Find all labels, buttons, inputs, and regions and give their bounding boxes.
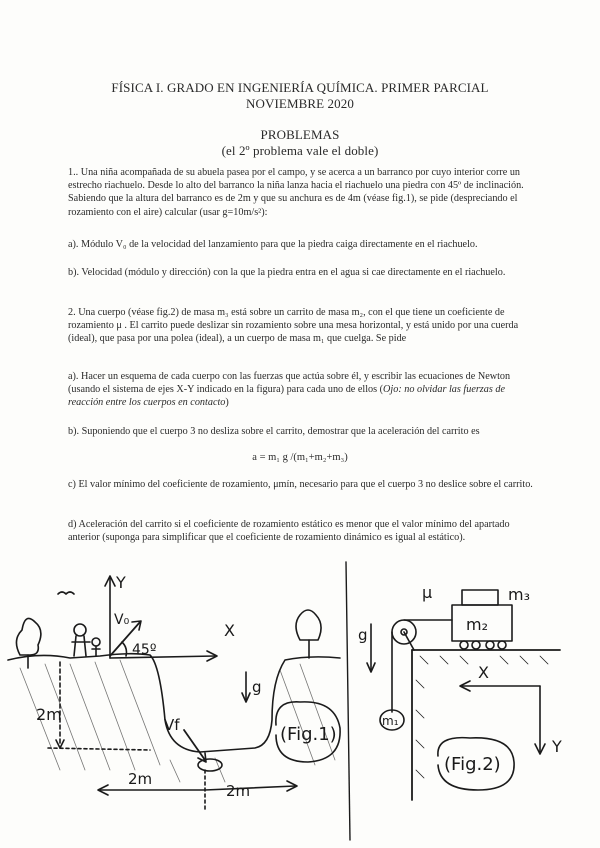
problem2-part-a-text: a). Hacer un esquema de cada cuerpo con las fuerzas que actúa sobre él, y escribir las ecuaciones de Newton (usando el sistema de ejes X-Y indicado en la figura) para cada uno de ellos ( bbox=[68, 371, 511, 396]
fig2-y-label: Y bbox=[552, 737, 562, 756]
problem2-part-a-close: ) bbox=[225, 397, 229, 409]
tree-right bbox=[296, 610, 321, 640]
problem2-part-b: b). Suponiendo que el cuerpo 3 no desliza sobre el carrito, demostrar que la aceleración del carrito es bbox=[68, 426, 480, 437]
exam-date: NOVIEMBRE 2020 bbox=[246, 96, 354, 111]
fig1-x-label: X bbox=[224, 621, 235, 640]
problem1-part-b: b). Velocidad (módulo y dirección) con la que la piedra entra en el agua si cae directamente en el riachuelo. bbox=[68, 267, 506, 278]
fig2-gravity-label: g bbox=[358, 626, 368, 644]
fig2-x-label: X bbox=[478, 663, 489, 682]
problem1-part-a: a). Módulo V₀ de la velocidad del lanzamiento para que la piedra caiga directamente en el riachuelo. bbox=[68, 239, 478, 250]
grandmother-figure bbox=[74, 624, 86, 636]
fig2-caption: (Fig.2) bbox=[444, 754, 501, 775]
fig1-y-label: Y bbox=[116, 573, 126, 592]
final-velocity-label: Vf bbox=[164, 716, 180, 734]
height-label: 2m bbox=[36, 705, 62, 724]
figures-area bbox=[0, 560, 600, 848]
bird bbox=[58, 592, 74, 594]
friction-coefficient-label: μ bbox=[422, 583, 433, 602]
section-title: PROBLEMAS bbox=[260, 127, 340, 142]
width-left-label: 2m bbox=[128, 770, 153, 788]
course-title: FÍSICA I. GRADO EN INGENIERÍA QUÍMICA. PRIMER PARCIAL bbox=[111, 80, 489, 95]
m1-label: m₁ bbox=[382, 714, 399, 728]
m3-label: m₃ bbox=[508, 585, 530, 604]
problem2-part-d: d) Aceleración del carrito si el coeficiente de rozamiento estático es menor que el valor mínimo del apartado anterior (suponga para simplificar que el coeficiente de rozamiento dinámico es igual al estático). bbox=[68, 519, 510, 544]
tree-left bbox=[16, 618, 40, 655]
section-note: (el 2º problema vale el doble) bbox=[221, 143, 379, 158]
final-velocity-vector bbox=[184, 730, 205, 760]
m2-label: m₂ bbox=[466, 615, 488, 634]
fig1-caption: (Fig.1) bbox=[280, 724, 337, 745]
width-right-label: 2m bbox=[226, 782, 251, 800]
problem2-part-c: c) El valor mínimo del coeficiente de rozamiento, μmín, necesario para que el cuerpo 3 no deslice sobre el carrito. bbox=[68, 479, 533, 490]
launch-angle-label: 45º bbox=[132, 642, 157, 658]
problem1-statement: 1.. Una niña acompañada de su abuela pasea por el campo, y se acerca a un barranco por cuyo interior corre un estrecho riachuelo. Desde lo alto del barranco la niña lanza hacia el riachuelo una piedra con 45º de inclinación. Sabiendo que la altura del barranco es de 2m y que su anchura es de 4m (véase fig.1), se pide (despreciando el rozamiento con el aire) calcular (usar g=10m/s²): bbox=[68, 167, 524, 218]
cart-wheel bbox=[460, 641, 468, 649]
problem2-statement: 2. Una cuerpo (véase fig.2) de masa m₃ está sobre un carrito de masa m₂, con el que tiene un coeficiente de rozamiento μ . El carrito puede deslizar sin rozamiento sobre una mesa horizontal, y está unido por una cuerda (ideal), que pasa por una polea (ideal), a un cuerpo de masa m₁ que cuelga. Se pide bbox=[68, 307, 519, 345]
block-m3 bbox=[462, 590, 498, 605]
fig1-drawing bbox=[8, 576, 340, 810]
fig1-gravity-label: g bbox=[252, 678, 262, 696]
problem2-part-a-note: Ojo: no olvidar las fuerzas de reacción entre los cuerpos en contacto bbox=[68, 384, 505, 409]
acceleration-formula: a = m₁ g /(m₁+m₂+m₃) bbox=[252, 452, 348, 463]
problem2-part-a bbox=[68, 370, 538, 410]
stream bbox=[198, 759, 222, 771]
initial-velocity-label: V₀ bbox=[114, 612, 130, 628]
girl-figure bbox=[92, 638, 100, 646]
figure-divider bbox=[346, 562, 350, 840]
